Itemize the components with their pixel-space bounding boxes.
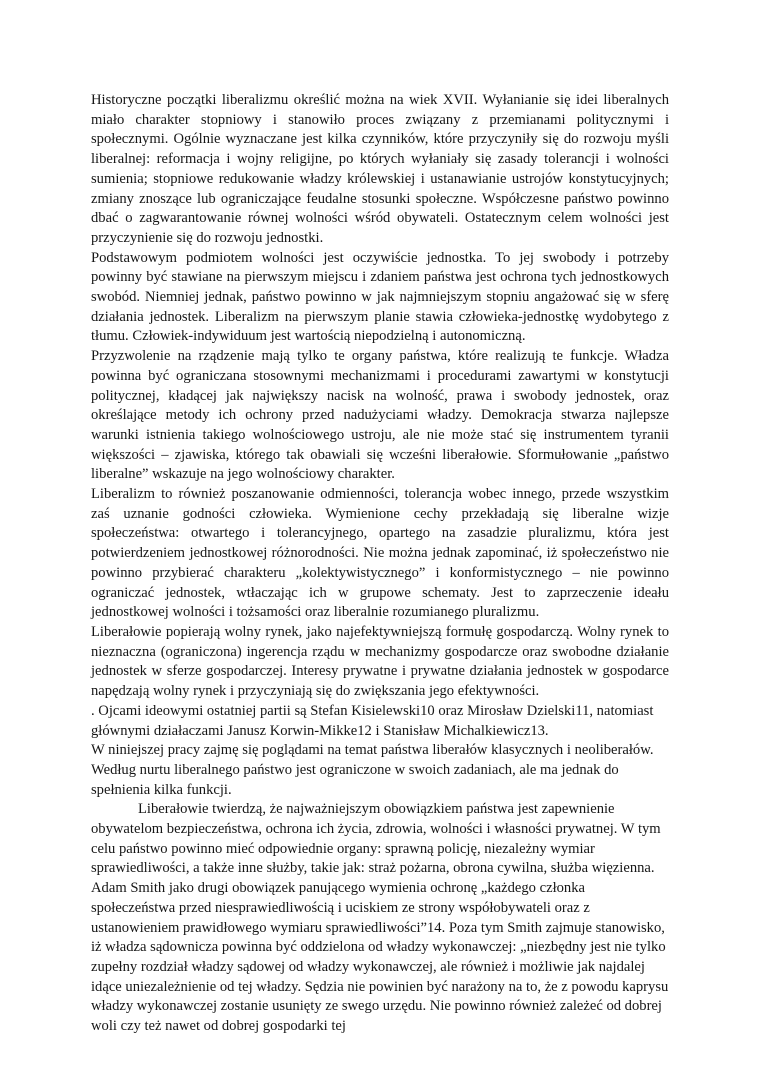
paragraph-party-founders: . Ojcami ideowymi ostatniej partii są Stefan Kisielewski10 oraz Mirosław Dzielski11, natomiast głównymi działaczami Janusz Korwin-Mikke12 i Stanisław Michalkiewicz13. xyxy=(91,702,654,739)
paragraph-tolerance-pluralism: Liberalizm to również poszanowanie odmienności, tolerancja wobec innego, przede wszystkim zaś uznanie godności człowieka. Wymienione cechy przekładają się liberalne wizje społeczeństwa: otwartego i tolerancyjnego, opartego na zasadzie pluralizmu, która jest potwierdzeniem jednostkowej różnorodności. Nie można jednak zapominać, iż społeczeństwo nie powinno przybierać charakteru „kolektywistycznego” i konformistycznego – nie powinno ograniczać jednostek, wtłaczając ich w grupowe schematy. Jest to zaprzeczenie ideału jednostkowej wolności i tożsamości oraz liberalnie rozumianego pluralizmu. xyxy=(91,486,669,621)
paragraph-individual: Podstawowym podmiotem wolności jest oczywiście jednostka. To jej swobody i potrzeby powinny być stawiane na pierwszym miejscu i zdaniem państwa jest ochrona tych jednostkowych swobód. Niemniej jednak, państwo powinno w jak najmniejszym stopniu angażować się w sferę działania jednostek. Liberalizm na pierwszym planie stawia człowieka-jednostkę wydobytego z tłumu. Człowiek-indywiduum jest wartością niepodzielną i autonomiczną. xyxy=(91,249,669,345)
paragraph-origins-of-liberalism: Historyczne początki liberalizmu określić można na wiek XVII. Wyłanianie się idei liberalnych miało charakter stopniowy i stanowiło proces związany z przemianami politycznymi i społecznymi. Ogólnie wyznaczane jest kilka czynników, które przyczyniły się do rozwoju myśli liberalnej: reformacja i wojny religijne, po których wyłaniały się zasady tolerancji i wolności sumienia; stopniowe redukowanie władzy królewskiej i ustanawianie ustrojów konstytucyjnych; zmiany znoszące lub ograniczające feudalne stosunki społeczne. Współczesne państwo powinno dbać o zagwarantowanie równej wolności wśród obywateli. Ostatecznym celem wolności jest przyczynienie się do rozwoju jednostki. xyxy=(91,92,669,246)
paragraph-scope-of-work: W niniejszej pracy zajmę się poglądami na temat państwa liberałów klasycznych i neoliberałów. Według nurtu liberalnego państwo jest ograniczone w swoich zadaniach, ale ma jednak do spełnienia kilka funkcji. xyxy=(91,742,654,798)
paragraph-state-duties: Liberałowie twierdzą, że najważniejszym obowiązkiem państwa jest zapewnienie obywatelom bezpieczeństwa, ochrona ich życia, zdrowia, wolności i własności prywatnej. W tym celu państwo powinno mieć odpowiednie organy: sprawną policję, niezależny wymiar sprawiedliwości, a także inne służby, takie jak: straż pożarna, obrona cywilna, służba więzienna. Adam Smith jako drugi obowiązek panującego wymienia ochronę „każdego członka społeczeństwa przed niesprawiedliwością i uciskiem ze strony współobywateli oraz z ustanowieniem prawidłowego wymiaru sprawiedliwości”14. Poza tym Smith zajmuje stanowisko, iż władza sądownicza powinna być oddzielona od władzy wykonawczej: „niezbędny jest nie tylko zupełny rozdział władzy sądowej od władzy wykonawczej, ale również i możliwie jak najdalej idące uniezależnienie od tej władzy. Sędzia nie powinien być narażony na to, że z powodu kaprysu władzy wykonawczej zostanie usunięty ze swego urzędu. Nie powinno również zależeć od dobrej woli czy też nawet od dobrej gospodarki tej xyxy=(91,801,669,1035)
document-page xyxy=(91,91,669,1037)
paragraph-consent-to-rule: Przyzwolenie na rządzenie mają tylko te organy państwa, które realizują te funkcje. Władza powinna być ograniczana stosownymi mechanizmami i procedurami zawartymi w konstytucji politycznej, kładącej jak największy nacisk na wolność, prawa i swobody jednostek, oraz określające metody ich ochrony przed nadużyciami władzy. Demokracja stwarza najlepsze warunki istnienia takiego wolnościowego ustroju, ale nie może stać się instrumentem tyranii większości – zjawiska, którego tak obawiali się wcześni liberałowie. Sformułowanie „państwo liberalne” wskazuje na jego wolnościowy charakter. xyxy=(91,348,669,483)
paragraph-free-market: Liberałowie popierają wolny rynek, jako najefektywniejszą formułę gospodarczą. Wolny rynek to nieznaczna (ograniczona) ingerencja rządu w mechanizmy gospodarcze oraz swobodne działanie jednostek w sferze gospodarczej. Interesy prywatne i prywatne działania jednostek w gospodarce napędzają wolny rynek i przyczyniają się do zwiększania jego efektywności. xyxy=(91,623,669,700)
